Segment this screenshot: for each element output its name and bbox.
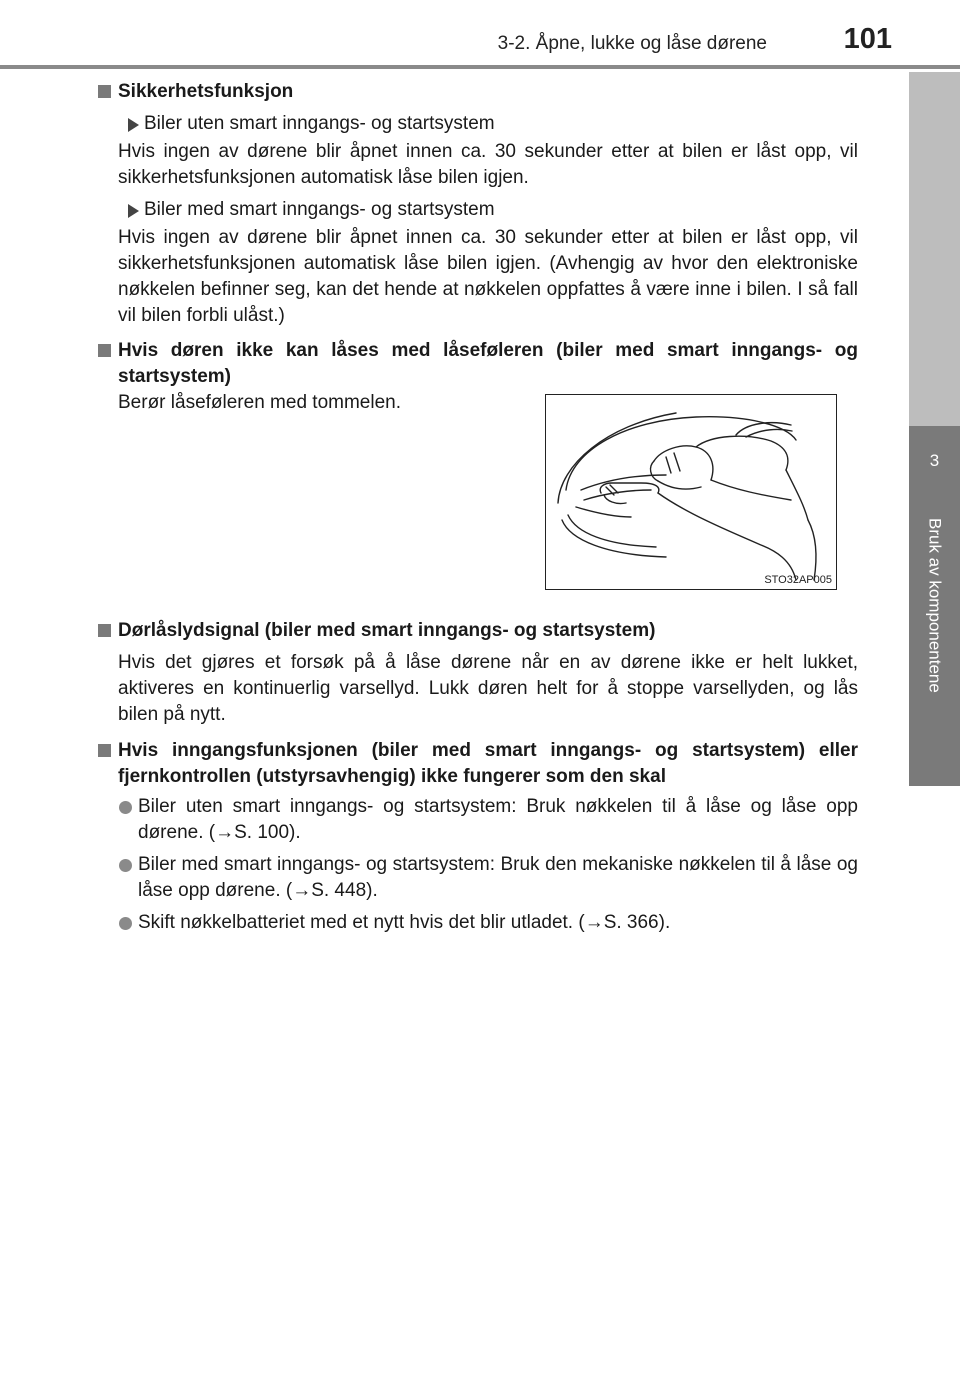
thumb-on-door-handle-illustration — [546, 395, 836, 589]
lock-sensor-figure — [545, 394, 837, 590]
chapter-title: Bruk av komponentene — [925, 518, 945, 693]
bullet-dot-icon — [119, 917, 132, 930]
bullet-item: Biler uten smart inngangs- og startsystem: Bruk nøkkelen til å låse og låse opp dørene. (→S. 100). — [98, 794, 858, 846]
paragraph-without-smart: Hvis ingen av dørene blir åpnet innen ca. 30 sekunder etter at bilen er låst opp, vil sikkerhetsfunksjonen automatisk låse bilen igjen. — [118, 141, 858, 188]
figure-code: STO32AP005 — [764, 574, 832, 586]
triangle-right-icon — [128, 204, 139, 218]
heading-square-icon — [98, 744, 111, 757]
heading-sikkerhetsfunksjon: Sikkerhetsfunksjon — [98, 79, 858, 105]
triangle-right-icon — [128, 118, 139, 132]
heading-square-icon — [98, 624, 111, 637]
heading-square-icon — [98, 344, 111, 357]
paragraph-door-lock-signal: Hvis det gjøres et forsøk på å låse dørene når en av dørene ikke er helt lukket, aktiveres en kontinuerlig varsellyd. Lukk døren helt for å stoppe varsellyden, og lås bilen på nytt. — [118, 652, 858, 725]
lock-sensor-instruction: Berør låseføleren med tommelen. — [118, 392, 401, 413]
header-divider — [0, 65, 960, 69]
chapter-title-tab — [909, 506, 960, 786]
section-title: 3-2. Åpne, lukke og låse dørene — [497, 33, 767, 54]
side-tab-upper — [909, 72, 960, 426]
page-number: 101 — [843, 23, 892, 55]
heading-door-lock-signal: Dørlåslydsignal (biler med smart inngangs- og startsystem) — [98, 618, 858, 644]
heading-lock-sensor: Hvis døren ikke kan låses med låseføleren (biler med smart inngangs- og startsystem) — [98, 338, 858, 390]
page-header — [0, 0, 960, 70]
bullet-item: Biler med smart inngangs- og startsystem: Bruk den mekaniske nøkkelen til å låse og låse opp dørene. (→S. 448). — [98, 852, 858, 904]
paragraph-with-smart: Hvis ingen av dørene blir åpnet innen ca. 30 sekunder etter at bilen er låst opp, vil sikkerhetsfunksjonen automatisk låse bilen igjen. (Avhengig av hvor den elektroniske nøkkelen befinner seg, kan det hende at nøkkelen oppfattes å være inne i bilen. I så fall vil bilen forbli ulåst.) — [118, 227, 858, 326]
subheading-with-smart: Biler med smart inngangs- og startsystem — [98, 197, 858, 223]
heading-entry-malfunction: Hvis inngangsfunksjonen (biler med smart inngangs- og startsystem) eller fjernkontrollen (utstyrsavhengig) ikke fungerer som den skal — [98, 738, 858, 790]
chapter-number-tab: 3 — [909, 426, 960, 506]
bullet-dot-icon — [119, 859, 132, 872]
bullet-item: Skift nøkkelbatteriet med et nytt hvis det blir utladet. (→S. 366). — [98, 910, 858, 936]
subheading-without-smart: Biler uten smart inngangs- og startsystem — [98, 111, 858, 137]
bullet-dot-icon — [119, 801, 132, 814]
heading-square-icon — [98, 85, 111, 98]
